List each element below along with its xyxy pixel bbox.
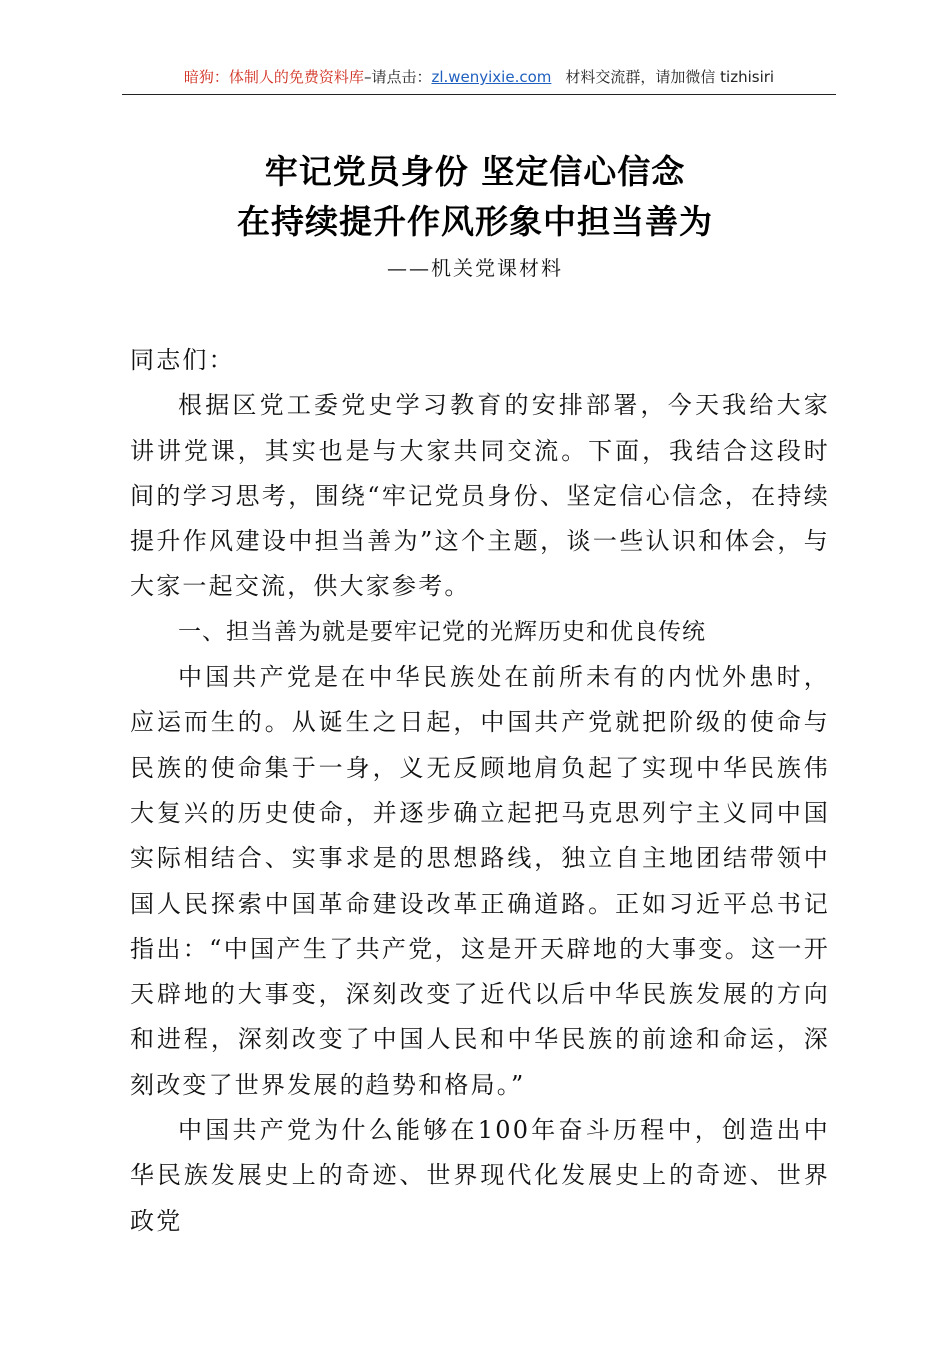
header-wechat-note: 材料交流群，请加微信 tizhisiri xyxy=(565,68,775,86)
document-subtitle: ——机关党课材料 xyxy=(387,256,563,280)
salutation: 同志们： xyxy=(130,346,235,374)
paragraph-intro: 根据区党工委党史学习教育的安排部署，今天我给大家讲讲党课，其实也是与大家共同交流。下面，我结合这段时间的学习思考，围绕“牢记党员身份、坚定信心信念，在持续提升作风建设中担当善为”这个主题，谈一些认识和体会，与大家一起交流，供大家参考。 xyxy=(130,391,830,601)
header-brand: 暗狗：体制人的免费资料库 xyxy=(183,68,364,86)
section-heading-1: 一、担当善为就是要牢记党的光辉历史和优良传统 xyxy=(178,618,706,645)
paragraph-history: 中国共产党是在中华民族处在前所未有的内忧外患时，应运而生的。从诞生之日起，中国共产党就把阶级的使命与民族的使命集于一身，义无反顾地肩负起了实现中华民族伟大复兴的历史使命，并逐步确立起把马克思列宁主义同中国实际相结合、实事求是的思想路线，独立自主地团结带领中国人民探索中国革命建设改革正确道路。正如习近平总书记指出：“中国产生了共产党，这是开天辟地的大事变。这一开天辟地的大事变，深刻改变了近代以后中华民族发展的方向和进程，深刻改变了中国人民和中华民族的前途和命运，深刻改变了世界发展的趋势和格局。” xyxy=(130,663,830,1099)
paragraph-why: 中国共产党为什么能够在100年奋斗历程中，创造出中华民族发展史上的奇迹、世界现代化发展史上的奇迹、世界政党 xyxy=(130,1116,830,1235)
document-title-line1: 牢记党员身份 坚定信心信念 xyxy=(264,152,686,191)
document-title-line2: 在持续提升作风形象中担当善为 xyxy=(237,202,713,241)
document-body xyxy=(130,338,830,1244)
page-header xyxy=(122,66,836,95)
header-click-prefix: –请点击： xyxy=(363,68,432,86)
header-url-link[interactable]: zl.wenyixie.com xyxy=(431,68,552,86)
